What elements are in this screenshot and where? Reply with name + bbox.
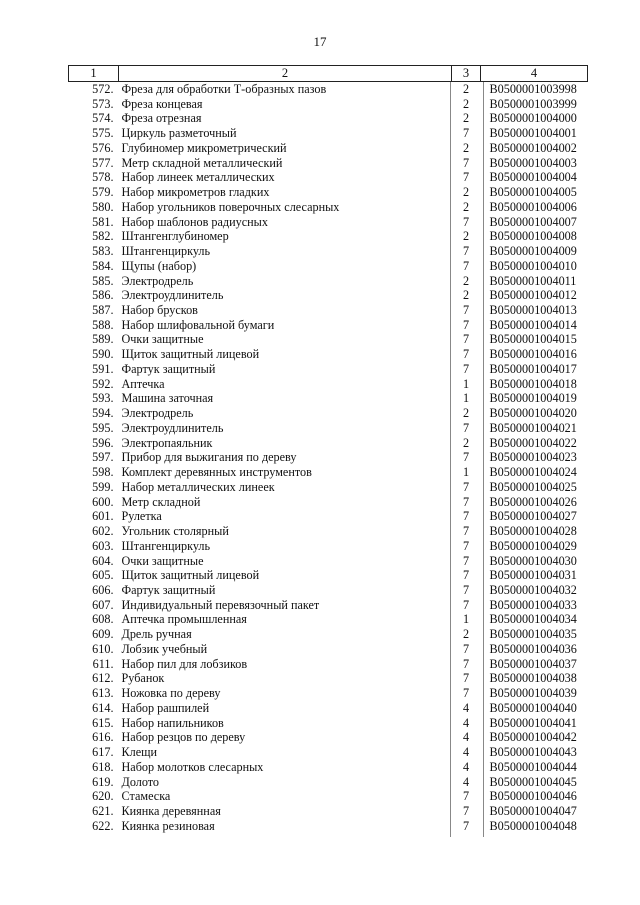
item-name: Штангенциркуль	[121, 538, 211, 553]
item-quantity: 2	[462, 435, 470, 450]
row-number: 587.	[92, 303, 114, 318]
item-code: В0500001004033	[489, 597, 577, 612]
table-row	[69, 244, 588, 259]
row-number: 593.	[92, 391, 114, 406]
row-number: 576.	[92, 140, 114, 155]
item-name: Рулетка	[121, 509, 162, 524]
item-quantity: 7	[462, 303, 470, 318]
item-quantity: 7	[462, 494, 470, 509]
item-name: Рубанок	[121, 671, 165, 686]
row-number: 599.	[92, 479, 114, 494]
item-quantity: 2	[462, 199, 470, 214]
row-number: 608.	[92, 612, 114, 627]
row-number: 589.	[92, 332, 114, 347]
item-name: Набор шлифовальной бумаги	[121, 317, 275, 332]
item-code: В0500001004017	[489, 361, 577, 376]
item-quantity: 7	[462, 568, 470, 583]
item-code: В0500001004046	[489, 789, 577, 804]
item-quantity: 7	[462, 656, 470, 671]
item-quantity: 1	[462, 376, 470, 391]
table-row	[69, 671, 588, 686]
item-quantity: 4	[462, 759, 470, 774]
item-name: Набор напильников	[121, 715, 224, 730]
table-row	[69, 436, 588, 451]
row-number: 594.	[92, 406, 114, 421]
row-number: 603.	[92, 538, 114, 553]
item-quantity: 7	[462, 258, 470, 273]
item-name: Фреза для обработки Т-образных пазов	[121, 82, 327, 96]
item-quantity: 1	[462, 612, 470, 627]
item-name: Аптечка	[121, 376, 165, 391]
column-divider	[450, 82, 451, 837]
item-name: Набор шаблонов радиусных	[121, 214, 268, 229]
item-quantity: 7	[462, 553, 470, 568]
item-name: Дрель ручная	[121, 627, 192, 642]
item-name: Угольник столярный	[121, 524, 229, 539]
item-name: Аптечка промышленная	[121, 612, 247, 627]
item-quantity: 7	[462, 420, 470, 435]
item-code: В0500001003998	[489, 82, 577, 96]
table-row	[69, 775, 588, 790]
row-number: 617.	[92, 745, 114, 760]
item-code: В0500001004048	[489, 818, 577, 833]
column-header-quantity: 3	[452, 66, 481, 82]
table-row	[69, 524, 588, 539]
item-code: В0500001004010	[489, 258, 577, 273]
row-number: 605.	[92, 568, 114, 583]
item-name: Фреза отрезная	[121, 111, 202, 126]
row-number: 612.	[92, 671, 114, 686]
item-code: В0500001004013	[489, 303, 577, 318]
row-number: 611.	[92, 656, 114, 671]
item-quantity: 7	[462, 641, 470, 656]
item-quantity: 4	[462, 774, 470, 789]
item-name: Фартук защитный	[121, 361, 216, 376]
item-name: Набор брусков	[121, 303, 198, 318]
item-quantity: 7	[462, 450, 470, 465]
item-code: В0500001004043	[489, 745, 577, 760]
table-row	[69, 303, 588, 318]
item-name: Машина заточная	[121, 391, 214, 406]
item-quantity: 2	[462, 185, 470, 200]
item-quantity: 4	[462, 745, 470, 760]
table-row	[69, 215, 588, 230]
row-number: 573.	[92, 96, 114, 111]
row-number: 597.	[92, 450, 114, 465]
item-quantity: 7	[462, 214, 470, 229]
item-quantity: 7	[462, 524, 470, 539]
item-quantity: 2	[462, 229, 470, 244]
item-code: В0500001004027	[489, 509, 577, 524]
table-row	[69, 554, 588, 569]
item-code: В0500001004036	[489, 641, 577, 656]
item-name: Фреза концевая	[121, 96, 203, 111]
item-code: В0500001004008	[489, 229, 577, 244]
item-name: Щупы (набор)	[121, 258, 197, 273]
item-name: Электропаяльник	[121, 435, 213, 450]
table-row	[69, 259, 588, 274]
row-number: 615.	[92, 715, 114, 730]
item-code: В0500001004038	[489, 671, 577, 686]
item-quantity: 7	[462, 347, 470, 362]
item-code: В0500001004024	[489, 465, 577, 480]
item-code: В0500001004003	[489, 155, 577, 170]
row-number: 572.	[92, 82, 114, 96]
item-code: В0500001004007	[489, 214, 577, 229]
item-quantity: 2	[462, 140, 470, 155]
item-code: В0500001004023	[489, 450, 577, 465]
item-code: В0500001004041	[489, 715, 577, 730]
item-code: В0500001004025	[489, 479, 577, 494]
item-quantity: 7	[462, 818, 470, 833]
table-row	[69, 642, 588, 657]
item-quantity: 7	[462, 803, 470, 818]
row-number: 614.	[92, 700, 114, 715]
row-number: 620.	[92, 789, 114, 804]
item-quantity: 7	[462, 126, 470, 141]
item-quantity: 1	[462, 391, 470, 406]
item-code: В0500001004029	[489, 538, 577, 553]
table-row	[69, 288, 588, 303]
item-name: Очки защитные	[121, 332, 204, 347]
item-quantity: 4	[462, 715, 470, 730]
item-code: В0500001004032	[489, 582, 577, 597]
page-number: 17	[313, 34, 327, 49]
item-code: В0500001004020	[489, 406, 577, 421]
item-code: В0500001004042	[489, 730, 577, 745]
table-row	[69, 391, 588, 406]
item-code: В0500001004022	[489, 435, 577, 450]
item-quantity: 1	[462, 465, 470, 480]
item-code: В0500001004009	[489, 244, 577, 259]
table-row	[69, 82, 588, 97]
table-row	[69, 495, 588, 510]
item-name: Киянка деревянная	[121, 803, 221, 818]
item-name: Набор молотков слесарных	[121, 759, 264, 774]
table-row	[69, 318, 588, 333]
row-number: 606.	[92, 582, 114, 597]
row-number: 595.	[92, 420, 114, 435]
item-quantity: 7	[462, 671, 470, 686]
item-name: Циркуль разметочный	[121, 126, 237, 141]
row-number: 591.	[92, 361, 114, 376]
item-quantity: 2	[462, 406, 470, 421]
table-row	[69, 170, 588, 185]
item-name: Набор микрометров гладких	[121, 185, 270, 200]
table-body	[69, 82, 588, 834]
table-row	[69, 465, 588, 480]
item-name: Щиток защитный лицевой	[121, 568, 260, 583]
row-number: 618.	[92, 759, 114, 774]
row-number: 622.	[92, 818, 114, 833]
row-number: 586.	[92, 288, 114, 303]
item-code: В0500001004040	[489, 700, 577, 715]
item-name: Фартук защитный	[121, 582, 216, 597]
item-name: Набор пил для лобзиков	[121, 656, 248, 671]
row-number: 621.	[92, 803, 114, 818]
item-quantity: 2	[462, 627, 470, 642]
table-row	[69, 745, 588, 760]
item-name: Набор линеек металлических	[121, 170, 275, 185]
row-number: 601.	[92, 509, 114, 524]
row-number: 585.	[92, 273, 114, 288]
row-number: 598.	[92, 465, 114, 480]
table-row	[69, 657, 588, 672]
table-row	[69, 111, 588, 126]
item-code: В0500001003999	[489, 96, 577, 111]
item-code: В0500001004035	[489, 627, 577, 642]
table-row	[69, 377, 588, 392]
table-row	[69, 819, 588, 834]
item-code: В0500001004037	[489, 656, 577, 671]
table-row	[69, 421, 588, 436]
row-number: 580.	[92, 199, 114, 214]
item-code: В0500001004006	[489, 199, 577, 214]
item-name: Глубиномер микрометрический	[121, 140, 287, 155]
table-row	[69, 612, 588, 627]
item-name: Набор рашпилей	[121, 700, 210, 715]
item-code: В0500001004019	[489, 391, 577, 406]
table-row	[69, 627, 588, 642]
row-number: 604.	[92, 553, 114, 568]
table-row	[69, 141, 588, 156]
item-code: В0500001004000	[489, 111, 577, 126]
row-number: 575.	[92, 126, 114, 141]
item-quantity: 7	[462, 789, 470, 804]
item-quantity: 7	[462, 686, 470, 701]
item-name: Стамеска	[121, 789, 171, 804]
item-code: В0500001004011	[489, 273, 577, 288]
item-name: Щиток защитный лицевой	[121, 347, 260, 362]
row-number: 613.	[92, 686, 114, 701]
table-row	[69, 789, 588, 804]
item-name: Лобзик учебный	[121, 641, 208, 656]
item-name: Ножовка по дереву	[121, 686, 221, 701]
item-quantity: 7	[462, 597, 470, 612]
item-name: Комплект деревянных инструментов	[121, 465, 312, 480]
item-quantity: 2	[462, 273, 470, 288]
column-divider	[483, 82, 484, 837]
item-code: В0500001004015	[489, 332, 577, 347]
item-quantity: 4	[462, 700, 470, 715]
table-row	[69, 450, 588, 465]
item-code: В0500001004030	[489, 553, 577, 568]
row-number: 582.	[92, 229, 114, 244]
item-quantity: 2	[462, 111, 470, 126]
item-code: В0500001004016	[489, 347, 577, 362]
row-number: 610.	[92, 641, 114, 656]
item-name: Штангенглубиномер	[121, 229, 229, 244]
item-quantity: 7	[462, 582, 470, 597]
item-name: Долото	[121, 774, 160, 789]
table-row	[69, 701, 588, 716]
table-row	[69, 185, 588, 200]
item-name: Набор металлических линеек	[121, 479, 275, 494]
item-quantity: 7	[462, 244, 470, 259]
row-number: 607.	[92, 597, 114, 612]
table-row	[69, 730, 588, 745]
table-row	[69, 274, 588, 289]
table-header	[69, 66, 588, 82]
table-row	[69, 347, 588, 362]
item-quantity: 7	[462, 538, 470, 553]
item-name: Набор угольников поверочных слесарных	[121, 199, 340, 214]
item-name: Киянка резиновая	[121, 818, 215, 833]
table-row	[69, 126, 588, 141]
item-name: Электроудлинитель	[121, 288, 224, 303]
equipment-table	[68, 65, 588, 833]
row-number: 609.	[92, 627, 114, 642]
table-row	[69, 583, 588, 598]
item-quantity: 4	[462, 730, 470, 745]
item-code: В0500001004028	[489, 524, 577, 539]
item-quantity: 2	[462, 96, 470, 111]
item-code: В0500001004021	[489, 420, 577, 435]
table-row	[69, 332, 588, 347]
row-number: 600.	[92, 494, 114, 509]
row-number: 619.	[92, 774, 114, 789]
item-quantity: 7	[462, 479, 470, 494]
table-row	[69, 406, 588, 421]
item-quantity: 2	[462, 288, 470, 303]
row-number: 584.	[92, 258, 114, 273]
table-row	[69, 97, 588, 112]
item-code: В0500001004004	[489, 170, 577, 185]
table-row	[69, 716, 588, 731]
item-code: В0500001004001	[489, 126, 577, 141]
item-name: Метр складной металлический	[121, 155, 283, 170]
item-code: В0500001004005	[489, 185, 577, 200]
row-number: 577.	[92, 155, 114, 170]
row-number: 596.	[92, 435, 114, 450]
item-code: В0500001004018	[489, 376, 577, 391]
item-name: Набор резцов по дереву	[121, 730, 246, 745]
table-row	[69, 480, 588, 495]
row-number: 592.	[92, 376, 114, 391]
item-code: В0500001004002	[489, 140, 577, 155]
item-code: В0500001004012	[489, 288, 577, 303]
row-number: 581.	[92, 214, 114, 229]
row-number: 574.	[92, 111, 114, 126]
item-code: В0500001004047	[489, 803, 577, 818]
row-number: 602.	[92, 524, 114, 539]
row-number: 583.	[92, 244, 114, 259]
table-row	[69, 598, 588, 613]
item-quantity: 7	[462, 155, 470, 170]
item-code: В0500001004034	[489, 612, 577, 627]
table-row	[69, 760, 588, 775]
item-name: Прибор для выжигания по дереву	[121, 450, 297, 465]
row-number: 590.	[92, 347, 114, 362]
table-row	[69, 229, 588, 244]
item-quantity: 7	[462, 361, 470, 376]
column-header-number: 1	[69, 66, 119, 82]
item-code: В0500001004014	[489, 317, 577, 332]
item-name: Очки защитные	[121, 553, 204, 568]
item-name: Индивидуальный перевязочный пакет	[121, 597, 320, 612]
item-name: Клещи	[121, 745, 158, 760]
table-row	[69, 686, 588, 701]
row-number: 616.	[92, 730, 114, 745]
item-name: Метр складной	[121, 494, 201, 509]
table-row	[69, 568, 588, 583]
item-quantity: 7	[462, 509, 470, 524]
table-row	[69, 804, 588, 819]
item-name: Электродрель	[121, 406, 194, 421]
item-code: В0500001004045	[489, 774, 577, 789]
table-header-row	[69, 66, 588, 82]
item-name: Электродрель	[121, 273, 194, 288]
table-row	[69, 362, 588, 377]
table-row	[69, 156, 588, 171]
item-code: В0500001004031	[489, 568, 577, 583]
column-header-name: 2	[119, 66, 452, 82]
item-code: В0500001004044	[489, 759, 577, 774]
item-quantity: 2	[462, 82, 470, 96]
item-name: Штангенциркуль	[121, 244, 211, 259]
item-quantity: 7	[462, 317, 470, 332]
table-row	[69, 509, 588, 524]
row-number: 588.	[92, 317, 114, 332]
item-name: Электроудлинитель	[121, 420, 224, 435]
row-number: 578.	[92, 170, 114, 185]
item-quantity: 7	[462, 332, 470, 347]
table-row	[69, 539, 588, 554]
item-code: В0500001004026	[489, 494, 577, 509]
column-header-code: 4	[481, 66, 588, 82]
item-quantity: 7	[462, 170, 470, 185]
item-code: В0500001004039	[489, 686, 577, 701]
table-row	[69, 200, 588, 215]
row-number: 579.	[92, 185, 114, 200]
